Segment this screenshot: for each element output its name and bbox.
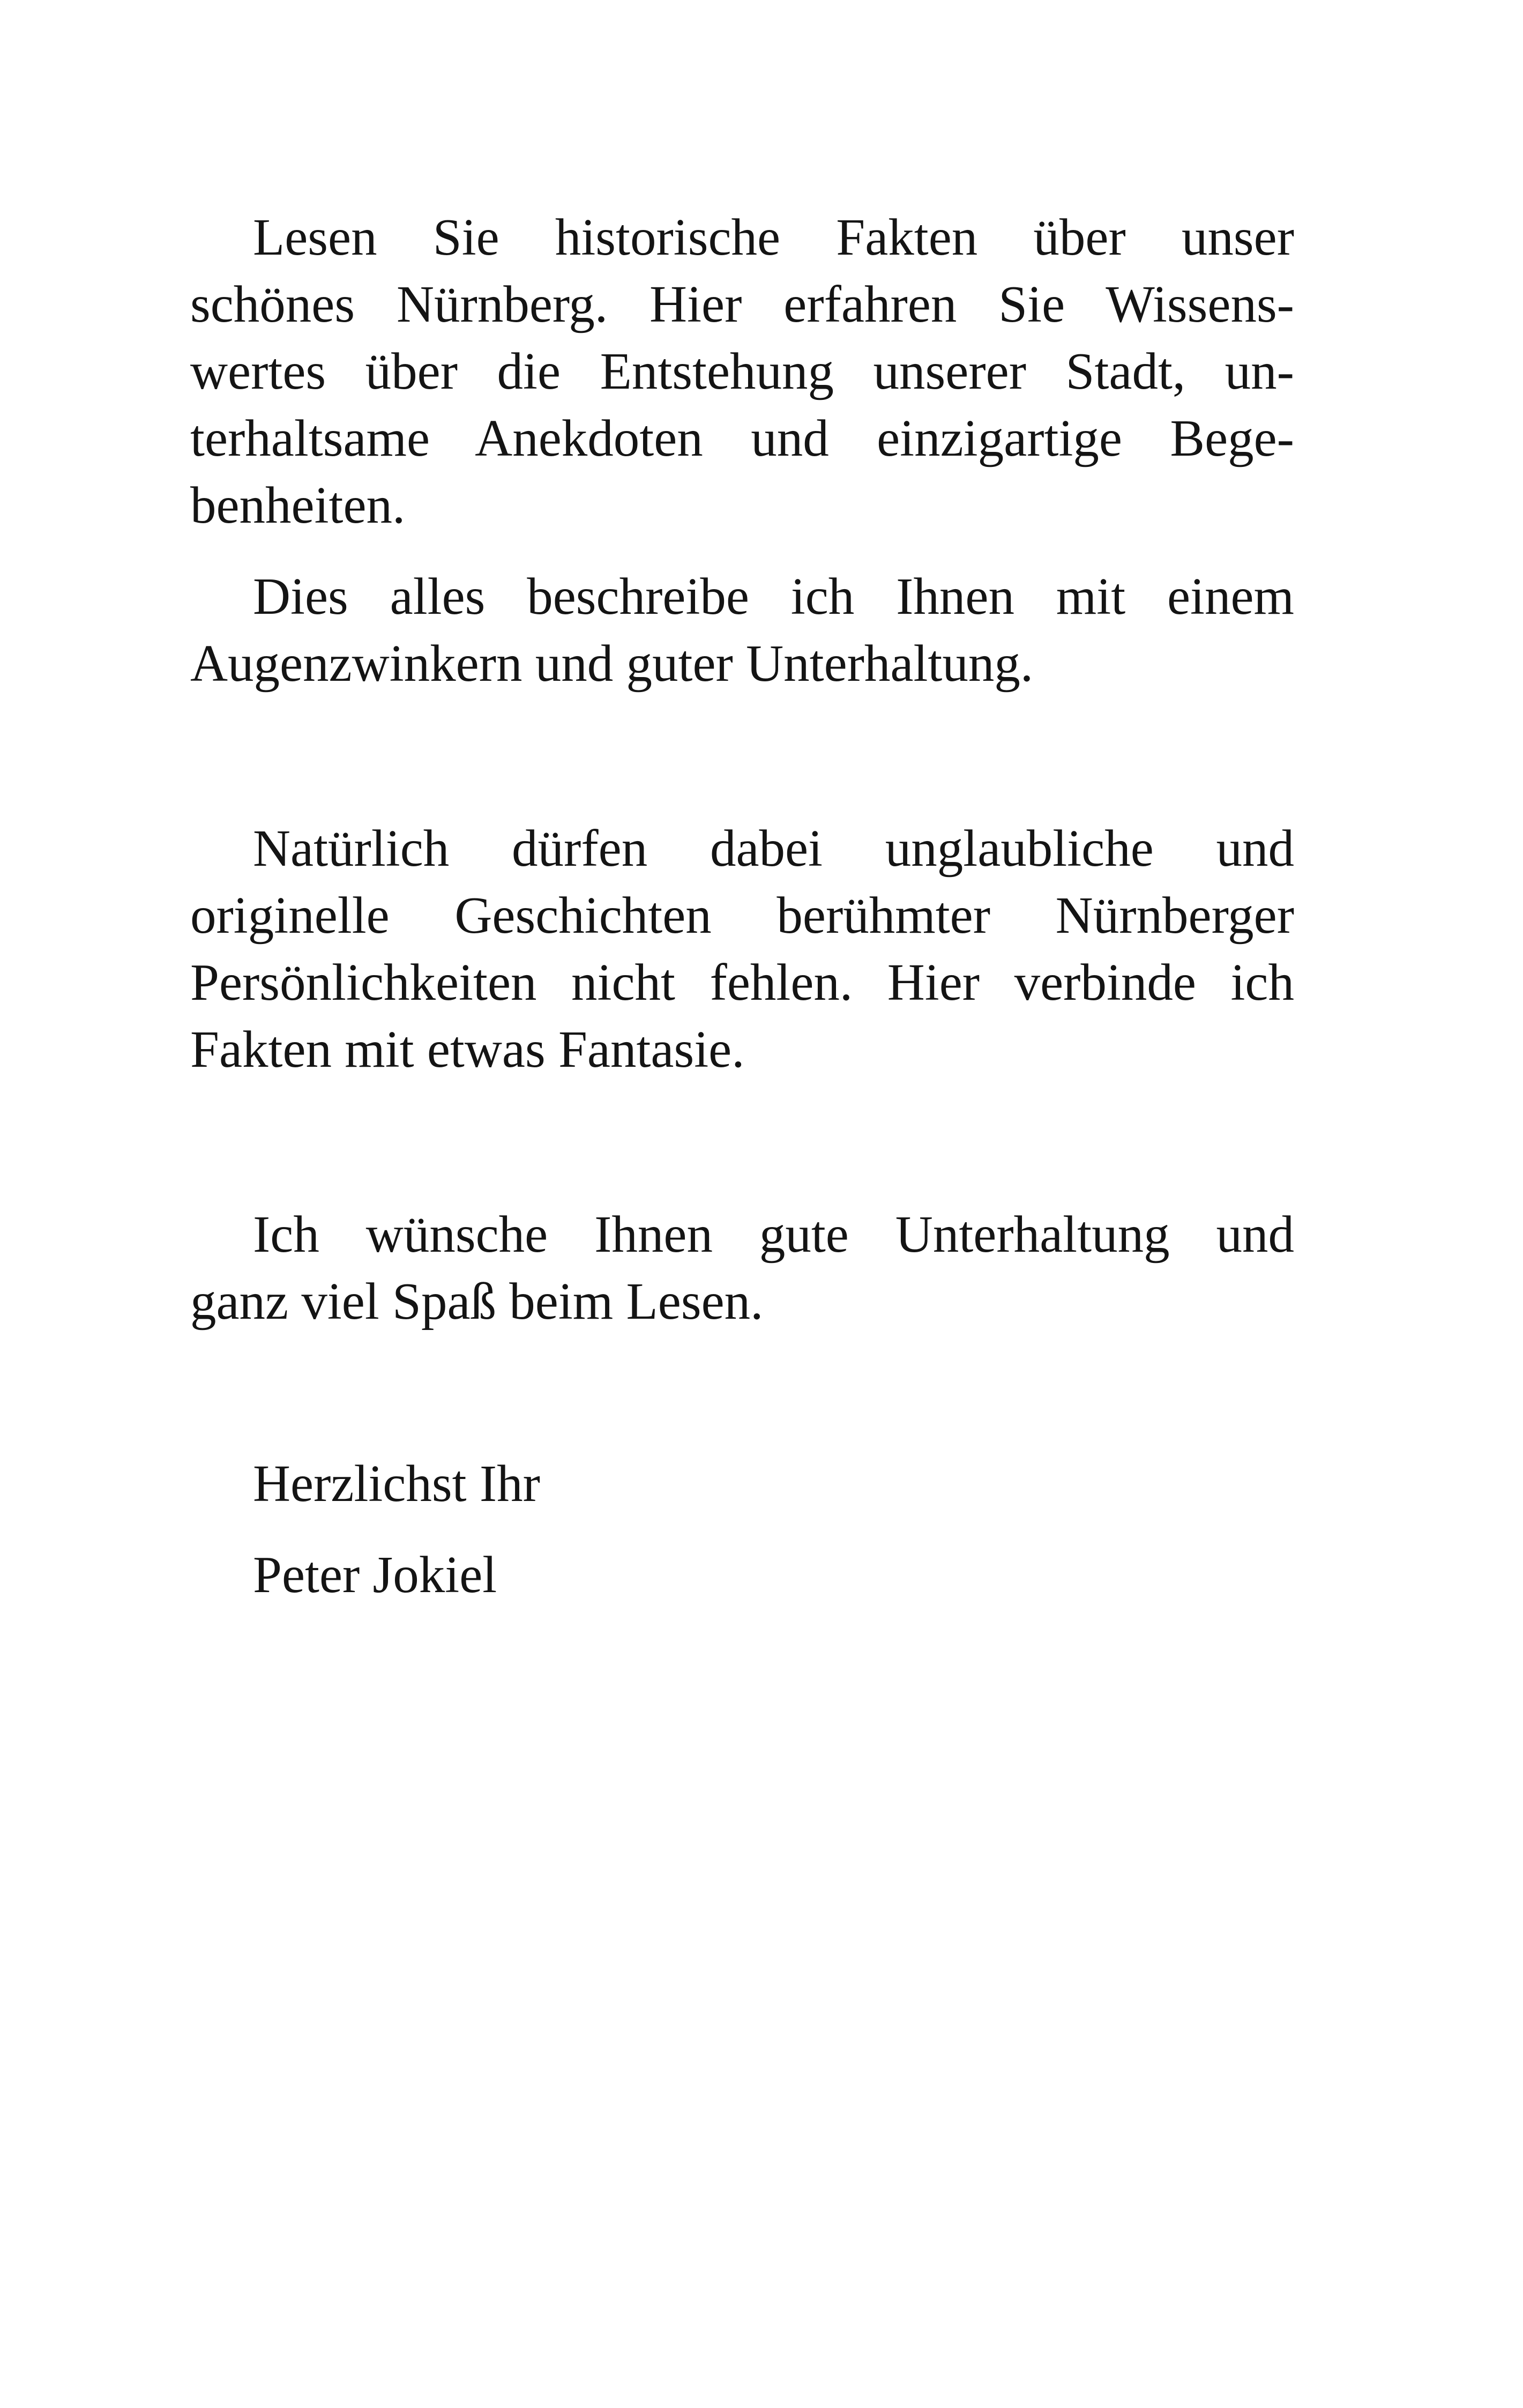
paragraph-stories — [190, 815, 1294, 1083]
paragraph-wishes — [190, 1201, 1294, 1335]
text-line: Fakten mit etwas Fantasie. — [190, 1021, 745, 1078]
signature-name: Peter Jokiel — [253, 1546, 497, 1603]
text-line: terhaltsame Anekdoten und einzigartige Bege- — [190, 410, 1294, 467]
text-line: Augenzwinkern und guter Unterhaltung. — [190, 635, 1034, 692]
text-line: wertes über die Entstehung unserer Stadt, un- — [190, 343, 1294, 400]
text-line: Lesen Sie historische Fakten über unser — [253, 209, 1294, 266]
closing-line: Herzlichst Ihr — [253, 1455, 540, 1512]
paragraph-intro — [190, 204, 1294, 539]
paragraph-humor — [190, 563, 1294, 697]
text-line: Natürlich dürfen dabei unglaubliche und — [253, 820, 1294, 877]
text-line: benheiten. — [190, 477, 406, 534]
text-line: Persönlichkeiten nicht fehlen. Hier verbinde ich — [190, 954, 1294, 1011]
text-line: Ich wünsche Ihnen gute Unterhaltung und — [253, 1206, 1294, 1263]
document-page — [190, 204, 1294, 1608]
text-line: schönes Nürnberg. Hier erfahren Sie Wissens- — [190, 276, 1294, 333]
text-line: originelle Geschichten berühmter Nürnberger — [190, 887, 1294, 944]
text-line: ganz viel Spaß beim Lesen. — [190, 1273, 764, 1330]
text-line: Dies alles beschreibe ich Ihnen mit einem — [253, 568, 1294, 625]
